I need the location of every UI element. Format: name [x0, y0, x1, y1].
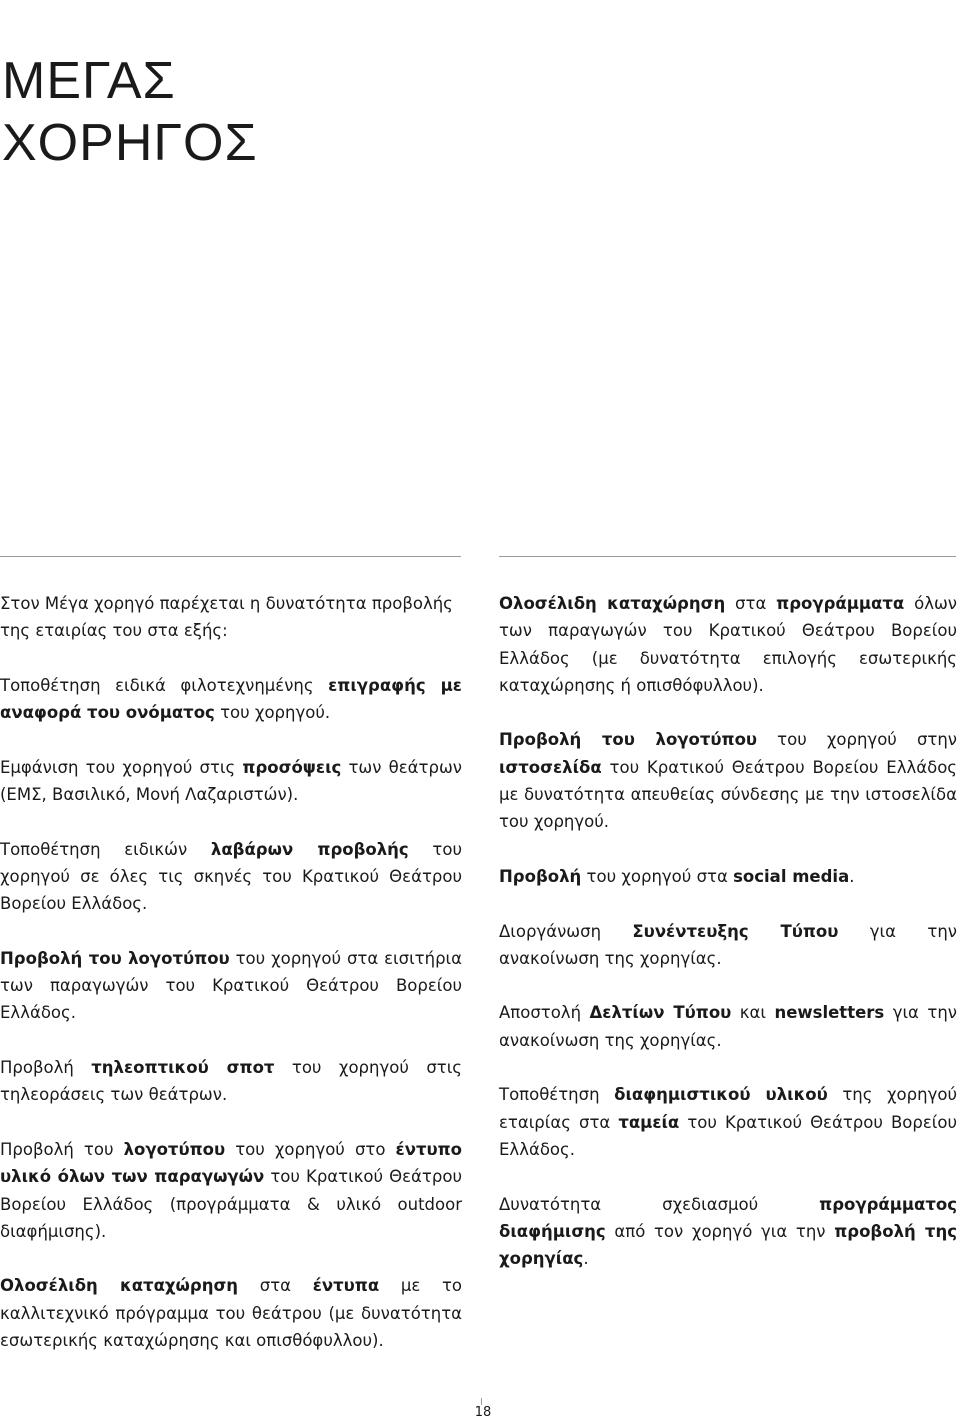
benefit-text: Δυνατότητα σχεδιασμού — [499, 1194, 820, 1214]
benefit-text: για την ανακοίνωση της χορηγίας. — [499, 1003, 957, 1050]
benefit-text: με το καλλιτεχνικό πρόγραμμα του θεάτρου (με δυνατότητα εσωτερικής καταχώρησης και οπισθόφυλλου). — [0, 1276, 462, 1351]
benefit-highlight: προγράμματος διαφήμισης — [499, 1194, 957, 1241]
benefit-text: στα — [725, 594, 777, 613]
benefit-press-releases — [499, 999, 957, 1054]
intro-paragraph — [0, 590, 462, 645]
left-column-divider — [0, 556, 461, 557]
benefit-highlight: Προβολή — [499, 866, 582, 886]
benefit-highlight: Προβολή του λογοτύπου — [499, 730, 758, 750]
benefit-text: του Κρατικού Θεάτρου Βορείου Ελλάδος (προγράμματα & υλικό outdoor διαφήμισης). — [0, 1167, 462, 1241]
intro-text: Στον Μέγα χορηγό παρέχεται η δυνατότητα προβολής της εταιρίας του στα εξής: — [0, 594, 453, 641]
benefit-inscription — [0, 672, 462, 727]
benefit-social-media — [499, 863, 957, 890]
benefit-tv-spot — [0, 1054, 462, 1109]
page-title-line-2: ΧΟΡΗΓΟΣ — [2, 114, 258, 172]
benefit-ad-program-design — [499, 1191, 957, 1273]
benefit-highlight: έντυπο υλικό όλων των παραγωγών — [0, 1139, 462, 1187]
benefit-highlight: λαβάρων προβολής — [210, 839, 409, 859]
benefit-text: του χορηγού σε όλες τις σκηνές του Κρατικού Θεάτρου Βορείου Ελλάδος. — [0, 839, 463, 914]
benefit-highlight: Δελτίων Τύπου — [589, 1003, 732, 1023]
benefit-highlight: διαφημιστικού υλικού — [614, 1085, 828, 1105]
benefit-highlight: ιστοσελίδα — [499, 757, 602, 777]
benefit-text: από τον χορηγό για την — [605, 1221, 835, 1241]
benefit-press-conference — [499, 918, 957, 973]
benefit-text: του Κρατικού Θεάτρου Βορείου Ελλάδος. — [499, 1112, 957, 1159]
benefit-highlight: Ολοσέλιδη καταχώρηση — [499, 594, 726, 613]
page-title-line-1: ΜΕΓΑΣ — [2, 52, 176, 110]
benefit-production-programs — [499, 590, 957, 699]
benefit-highlight: Συνέντευξης Τύπου — [632, 921, 839, 941]
benefit-text: των θεάτρων (ΕΜΣ, Βασιλικό, Μονή Λαζαριστών). — [0, 757, 462, 805]
benefit-text: Εμφάνιση του χορηγού στις — [0, 757, 243, 777]
benefit-program-ad — [0, 1272, 462, 1354]
benefit-tickets — [0, 945, 462, 1027]
benefit-text: για την ανακοίνωση της χορηγίας. — [499, 921, 957, 968]
benefit-text: . — [583, 1249, 589, 1269]
benefit-highlight: έντυπα — [312, 1276, 380, 1296]
right-column — [499, 590, 957, 1300]
benefit-text: Προβολή του — [0, 1139, 124, 1159]
benefit-highlight: newsletters — [774, 1003, 885, 1023]
page-title — [2, 50, 258, 174]
benefit-text: Προβολή — [0, 1058, 92, 1078]
benefit-highlight: τηλεοπτικού σποτ — [91, 1058, 275, 1078]
benefit-printed-material — [0, 1136, 462, 1245]
benefit-text: και — [731, 1003, 775, 1023]
left-column — [0, 590, 462, 1382]
benefit-text: του χορηγού στις τηλεοράσεις των θεάτρων. — [0, 1058, 462, 1105]
right-column-divider — [499, 556, 956, 557]
benefit-text: του χορηγού στην — [757, 730, 958, 750]
benefit-box-office — [499, 1081, 957, 1163]
benefit-text: του χορηγού στα — [581, 866, 734, 886]
benefit-highlight: Προβολή του λογοτύπου — [0, 948, 230, 968]
page-number: 18 — [471, 1405, 495, 1421]
benefit-highlight: προβολή της χορηγίας — [499, 1221, 957, 1269]
benefit-text: Τοποθέτηση — [499, 1085, 615, 1105]
benefit-highlight: ταμεία — [618, 1112, 680, 1132]
benefit-text: του χορηγού στα εισιτήρια των παραγωγών του Κρατικού Θεάτρου Βορείου Ελλάδος. — [0, 948, 463, 1023]
benefit-facades — [0, 754, 462, 809]
benefit-text: του Κρατικού Θεάτρου Βορείου Ελλάδος με δυνατότητα απευθείας σύνδεσης με την ιστοσελίδα του χορηγού. — [499, 757, 957, 832]
benefit-text: Τοποθέτηση ειδικών — [0, 839, 211, 859]
benefit-text: Αποστολή — [499, 1003, 590, 1023]
benefit-website — [499, 726, 957, 835]
benefit-highlight: προγράμματα — [776, 594, 905, 613]
benefit-text: Διοργάνωση — [499, 921, 633, 941]
benefit-text: του χορηγού. — [214, 703, 331, 723]
benefit-banners — [0, 836, 462, 918]
benefit-text: όλων των παραγωγών του Κρατικού Θεάτρου Βορείου Ελλάδος (με δυνατότητα επιλογής εσωτερικής καταχώρησης ή οπισθόφυλλου). — [499, 594, 957, 695]
benefit-text: . — [849, 866, 855, 886]
benefit-highlight: επιγραφής με αναφορά του ονόματος — [0, 675, 462, 723]
benefit-text: Τοποθέτηση ειδικά φιλοτεχνημένης — [0, 675, 329, 695]
benefit-highlight: social media — [733, 866, 850, 886]
benefit-text: στα — [238, 1276, 313, 1296]
benefit-text: του χορηγού στο — [225, 1139, 396, 1159]
benefit-text: της χορηγού εταιρίας στα — [499, 1085, 957, 1132]
benefit-highlight: λογοτύπου — [123, 1139, 226, 1159]
benefit-highlight: προσόψεις — [242, 757, 342, 777]
benefit-highlight: Ολοσέλιδη καταχώρηση — [0, 1276, 239, 1296]
